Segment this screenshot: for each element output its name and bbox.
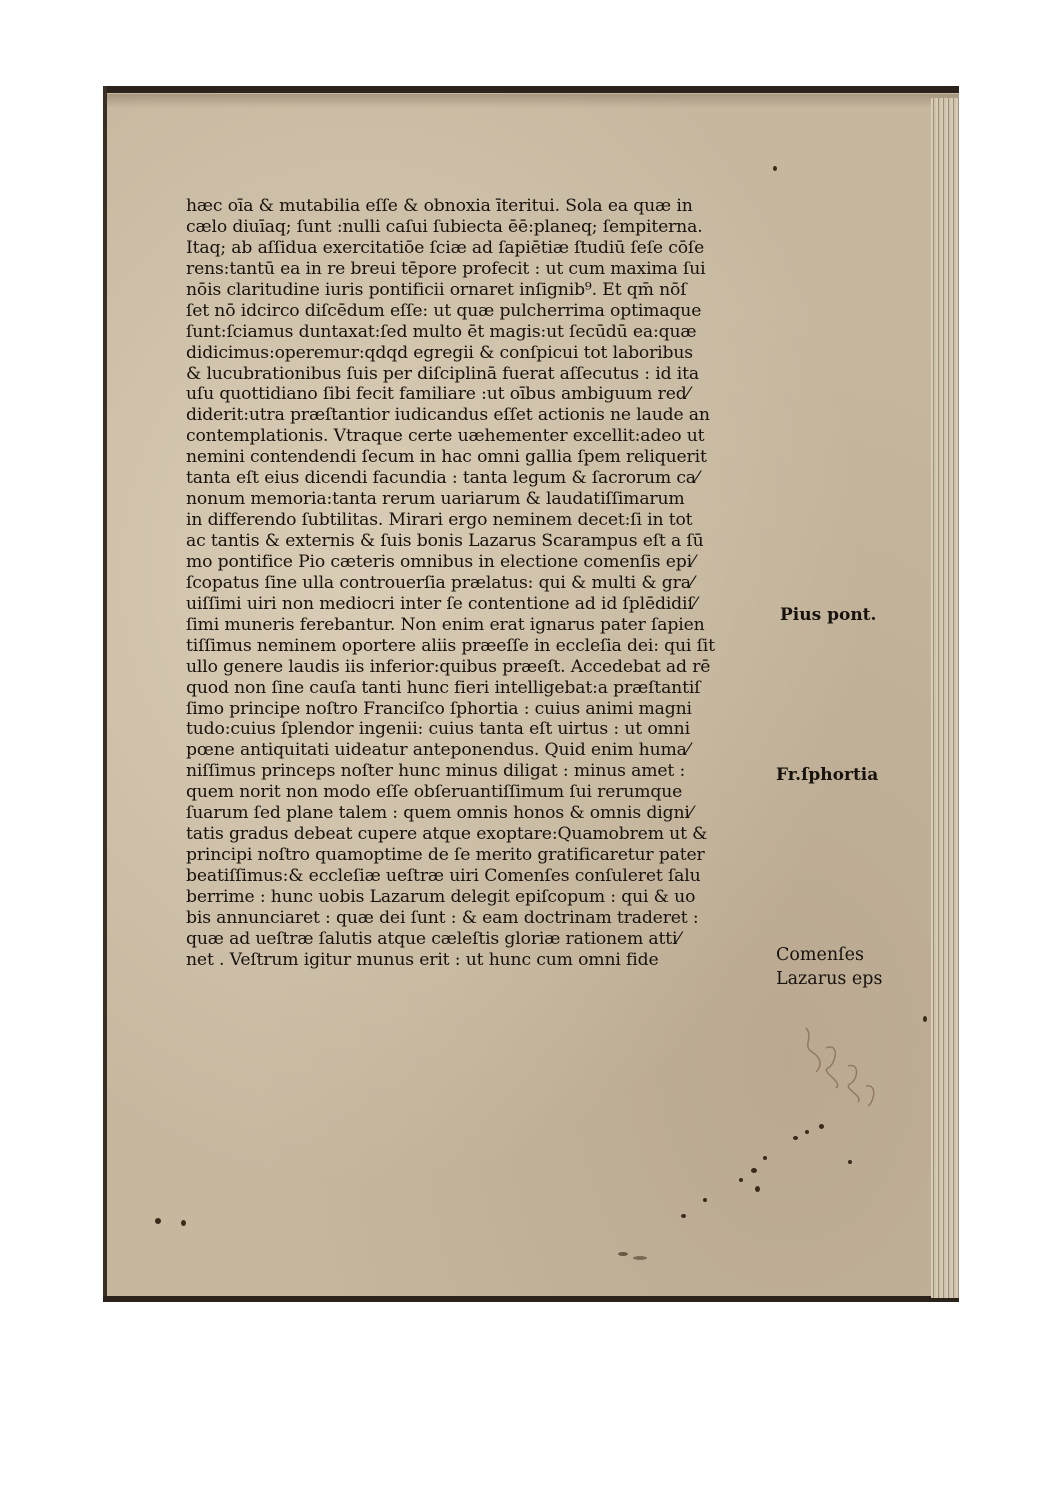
text-line: nemini contendendi ſecum in hac omni gallia ſpem reliquerit [186,447,707,468]
marginal-note-lazarus: Lazarus eps [776,969,883,989]
text-line: ſimo principe noſtro Franciſco ſphortia : cuius animi magni [186,698,692,719]
page-fold-shadow [103,94,959,108]
text-line: tiſſimus neminem oportere aliis præeſſe in eccleſia dei: qui ſit [186,635,715,656]
foxing-spot [739,1178,743,1182]
text-line: nōis claritudine iuris pontificii ornaret inſignib⁹. Et qm̄ nōſ [186,279,687,300]
foxing-spot [793,1136,798,1140]
foxing-spot [763,1156,767,1160]
text-line: ſimi muneris ferebantur. Non enim erat ignarus pater ſapien [186,614,705,635]
text-line: rens:tantū ea in re breui tēpore profecit : ut cum maxima ſui [186,258,706,279]
marginal-note-sphortia: Fr.ſphortia [776,765,879,785]
text-line: ullo genere laudis iis inferior:quibus præeſt. Accedebat ad rē [186,656,711,677]
text-line: mo pontifice Pio cæteris omnibus in electione comenſis epi⁄ [186,551,695,572]
marginal-note-comenses: Comenſes [776,945,864,965]
text-line: ſuarum ſed plane talem : quem omnis honos & omnis digni⁄ [186,803,693,824]
text-line: & lucubrationibus ſuis per diſciplinā fuerat aſſecutus : id ita [186,363,699,384]
text-line: niſſimus princeps noſter hunc minus diligat : minus amet : [186,761,686,782]
text-line: hæc oīa & mutabilia eſſe & obnoxia īteritui. Sola ea quæ in [186,196,693,216]
text-line: uſu quottidiano ſibi fecit familiare :ut oībus ambiguum red⁄ [186,384,690,405]
text-line: pœne antiquitati uideatur anteponendus. Quid enim huma⁄ [186,740,690,761]
marginal-note-pius: Pius pont. [780,605,877,625]
text-line: quem norit non modo eſſe obſeruantiſſimum ſui rerumque [186,782,683,803]
page-stack-edge [931,98,959,1298]
foxing-spot [755,1186,760,1192]
text-line: principi noſtro quamoptime de ſe merito gratificaretur pater [186,845,705,866]
ink-speck [181,1220,186,1226]
scan-top-edge [103,86,959,93]
text-line: quod non ſine cauſa tanti hunc fieri intelligebat:a præſtantiſ [186,677,701,698]
text-line: tudo:cuius ſplendor ingenii: cuius tanta eſt uirtus : ut omni [186,719,690,740]
text-line: ſunt:ſciamus duntaxat:ſed multo ēt magis:ut ſecūdū ea:quæ [186,321,697,342]
text-line: didicimus:operemur:qdqd egregii & conſpicui tot laboribus [186,342,693,363]
foxing-spot [848,1160,852,1164]
text-line: ſet nō idcirco diſcēdum eſſe: ut quæ pulcherrima optimaque [186,300,702,321]
text-line: quæ ad ueſtræ ſalutis atque cæleſtis gloriæ rationem atti⁄ [186,928,681,949]
ink-speck [155,1218,161,1224]
text-line: cælo diuīaq; ſunt :nulli caſui ſubiecta ēē:planeq; ſempiterna. [186,216,703,237]
text-line: ac tantis & externis & ſuis bonis Lazarus Scarampus eſt a ſū [186,531,704,551]
marginal-note-comenses-lazarus [776,943,882,991]
stain-mark [633,1256,647,1260]
text-line: nonum memoria:tanta rerum uariarum & laudatiſſimarum [186,489,685,510]
text-line: bis annunciaret : quæ dei ſunt : & eam doctrinam traderet : [186,907,699,928]
ink-speck [923,1016,927,1022]
text-line: ſcopatus ſine ulla controuerſia prælatus: qui & multi & gra⁄ [186,572,694,593]
text-line: tatis gradus debeat cupere atque exoptare:Quamobrem ut & [186,824,708,845]
text-line: berrime : hunc uobis Lazarum delegit epiſcopum : qui & uo [186,886,696,907]
text-line: diderit:utra præſtantior iudicandus eſſet actionis ne laude an [186,405,710,426]
stain-mark [618,1252,628,1256]
text-line: contemplationis. Vtraque certe uæhementer excellit:adeo ut [186,426,705,447]
text-line: tanta eſt eius dicendi facundia : tanta legum & ſacrorum ca⁄ [186,468,699,489]
text-line: uiſſimi uiri non mediocri inter ſe contentione ad id ſplēdidiſ⁄ [186,593,697,614]
foxing-spot [805,1130,809,1134]
text-line: in differendo ſubtilitas. Mirari ergo neminem decet:ſi in tot [186,510,693,531]
text-line: Itaq; ab aſſidua exercitatiōe ſciæ ad ſapiētiæ ſtudiū ſeſe cōſe [186,237,705,258]
body-text [186,196,786,971]
text-line: beatiſſimus:& eccleſiæ ueſtræ uiri Comenſes conſuleret ſalu [186,866,701,886]
ink-speck [773,166,777,171]
scan-left-edge [103,86,107,1302]
foxing-spot [751,1168,757,1173]
foxing-spot [819,1124,824,1129]
text-line: net . Veſtrum igitur munus erit : ut hunc cum omni fide [186,949,659,970]
foxing-spot [703,1198,707,1202]
scan-bottom-edge [103,1296,959,1302]
handwritten-flourish-mark [800,1022,886,1112]
foxing-spot [681,1214,686,1218]
